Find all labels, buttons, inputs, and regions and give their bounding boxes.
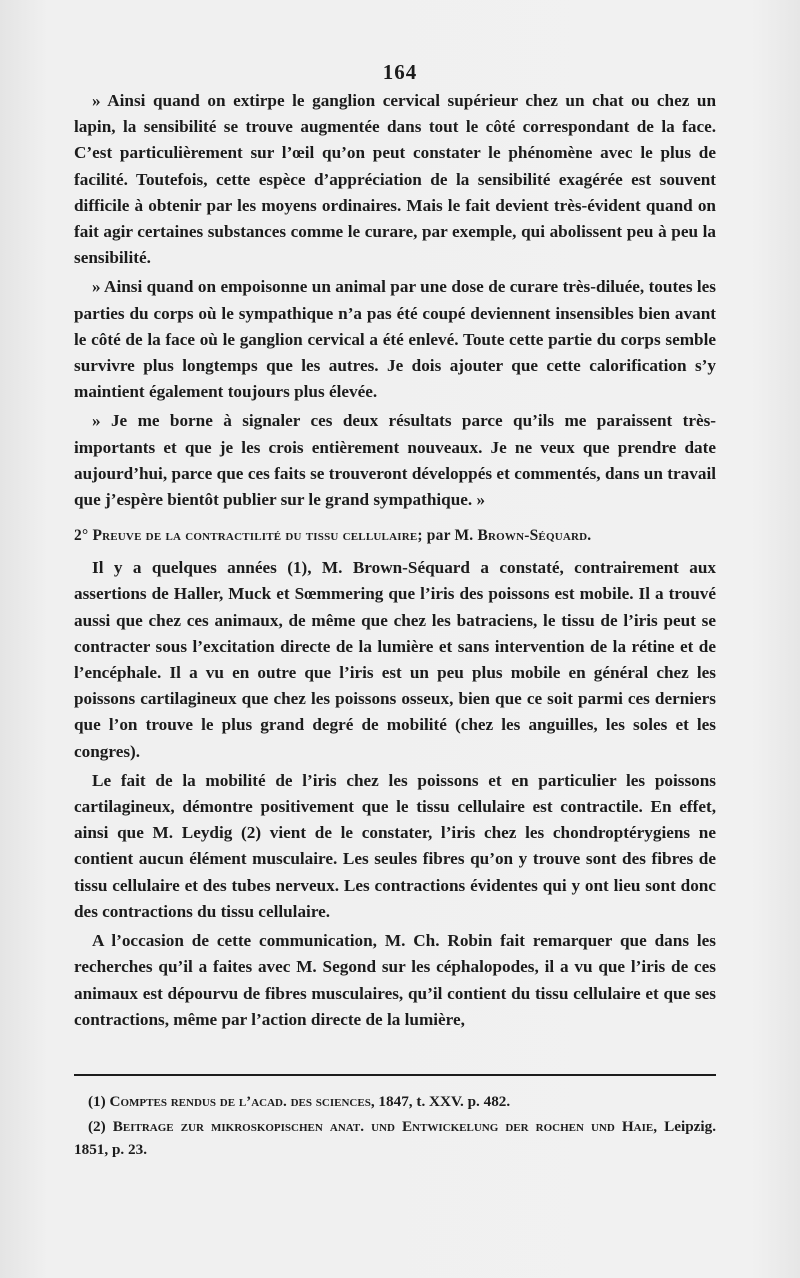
footnote-2 (74, 1115, 716, 1161)
paragraph-robin-remark: A l’occasion de cette communication, M. Ch. Robin fait remarquer que dans les recherches qu’il a faites avec M. Segond sur les céphalopodes, il a vu que l’iris de ces animaux est dépourvu de fibres musculaires, qu’il contient du tissu cellulaire et que ses contractions, même par l’action directe de la lumière, (74, 931, 716, 1029)
section-title: Preuve de la contractilité du tissu cellulaire (92, 527, 418, 545)
paragraph-contractility: Le fait de la mobilité de l’iris chez les poissons et en particulier les poissons cartilagineux, démontre positivement que le tissu cellulaire est contractile. En effet, ainsi que M. Leydig (2) vient de le constater, l’iris chez les chondroptérygiens ne contient aucun élément musculaire. Les seules fibres qu’on y trouve sont des fibres de tissu cellulaire et des tubes nerveux. Les contractions évidentes qui y ont lieu sont donc des contractions du tissu cellulaire. (74, 770, 716, 921)
section-heading (74, 523, 716, 549)
paragraph-ganglion: » Ainsi quand on extirpe le ganglion cervical supérieur chez un chat ou chez un lapin, la sensibilité se trouve augmentée dans tout le côté correspondant de la face. C’est particulièrement sur l’œil qu’on peut constater le phénomène avec le plus de facilité. Toutefois, cette espèce d’appréciation de la sensibilité exagérée est souvent difficile à obtenir par les moyens ordinaires. Mais le fait devient très-évident quand on fait agir certaines substances comme le curare, par exemple, qui abolissent peu à peu la sensibilité. (74, 91, 716, 268)
paragraph-iris-mobility: Il y a quelques années (1), M. Brown-Séquard a constaté, contrairement aux assertions de Haller, Muck et Sœmmering que l’iris des poissons est mobile. Il a trouvé aussi que chez ces animaux, de même que chez les batraciens, le tissu de l’iris peut se contracter sous l’excitation directe de la lumière et sans intervention de la rétine et de l’encéphale. Il a vu en outre que l’iris est un peu plus mobile en général chez les poissons cartilagineux que chez les poissons osseux, bien que ce soit parmi ces derniers que l’on trouve le plus grand degré de mobilité (chez les anguilles, les soles et les congres). (74, 558, 716, 761)
section-number: 2° (74, 527, 89, 545)
footnote-marker: (2) (88, 1118, 106, 1135)
main-text (74, 88, 716, 1036)
footnote-source: Beitrage zur mikroskopischen anat. und Entwickelung der rochen und Haie, (112, 1118, 658, 1135)
footnote-reference: 1847, t. XXV. p. 482. (374, 1093, 511, 1110)
paragraph-conclusion: » Je me borne à signaler ces deux résultats parce qu’ils me paraissent très-importants et que je les crois entièrement nouveaux. Je ne veux que prendre date aujourd’hui, parce que ces faits se trouveront développés et commentés, dans un travail que j’espère bientôt publier sur le grand sympathique. » (74, 411, 716, 510)
section-separator: ; par (417, 527, 451, 545)
footnote-divider (74, 1074, 716, 1076)
paragraph-curare: » Ainsi quand on empoisonne un animal par une dose de curare très-diluée, toutes les parties du corps où le sympathique n’a pas été coupé deviennent insensibles bien avant le côté de la face où le ganglion cervical a été enlevé. Toute cette partie du corps semble survivre plus longtemps que les autres. Je dois ajouter que cette calorification s’y maintient également toujours plus élevée. (74, 277, 716, 402)
footnotes (74, 1090, 716, 1163)
footnote-marker: (1) (88, 1093, 106, 1110)
footnote-source: Comptes rendus de l’acad. des sciences, (109, 1093, 375, 1110)
page-number: 164 (382, 60, 418, 84)
footnote-reference: Leipzig. 1851, p. 23. (74, 1118, 716, 1158)
section-author: M. Brown-Séquard. (454, 527, 592, 545)
footnote-1 (74, 1090, 716, 1113)
